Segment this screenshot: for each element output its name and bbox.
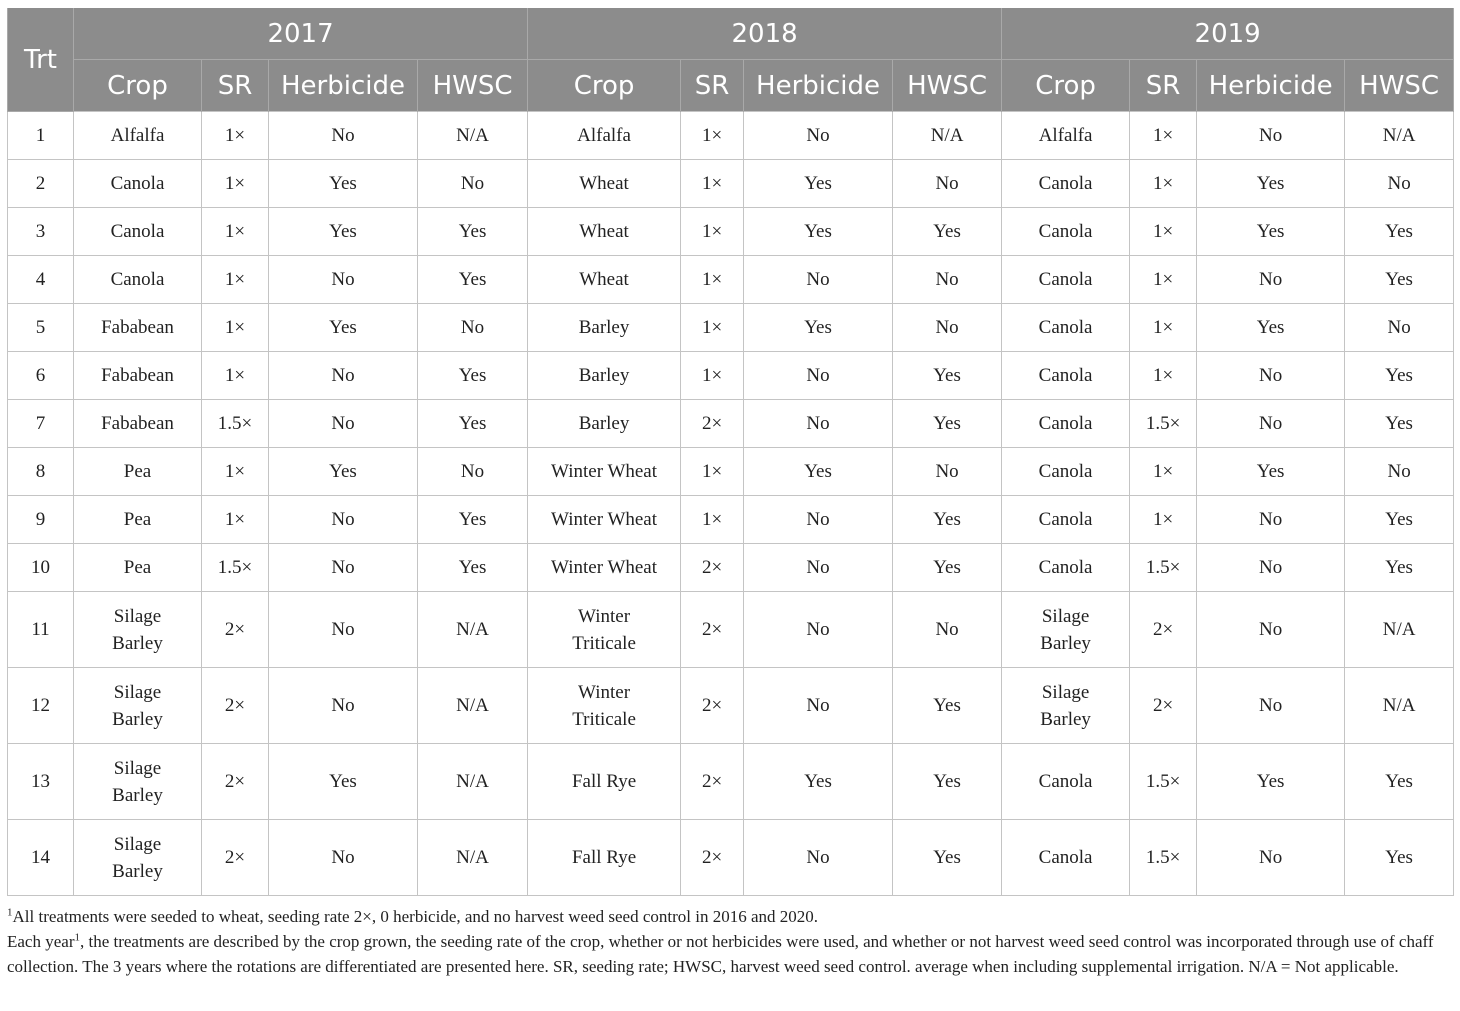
table-row bbox=[8, 352, 1454, 400]
trt-header: Trt bbox=[8, 8, 74, 112]
herbicide-cell: No bbox=[269, 256, 418, 304]
sr-cell: 1× bbox=[681, 208, 744, 256]
table-row bbox=[8, 820, 1454, 896]
crop-cell: Winter Triticale bbox=[528, 668, 681, 744]
col-header-hwsc-2017: HWSC bbox=[418, 60, 528, 112]
herbicide-cell: No bbox=[1197, 820, 1345, 896]
hwsc-cell: Yes bbox=[418, 544, 528, 592]
table-row bbox=[8, 448, 1454, 496]
herbicide-cell: No bbox=[269, 592, 418, 668]
hwsc-cell: Yes bbox=[1345, 400, 1454, 448]
table-container bbox=[7, 8, 1453, 896]
hwsc-cell: Yes bbox=[893, 208, 1002, 256]
crop-cell: Barley bbox=[528, 352, 681, 400]
sr-cell: 1× bbox=[1130, 496, 1197, 544]
herbicide-cell: Yes bbox=[744, 304, 893, 352]
sr-cell: 1× bbox=[202, 208, 269, 256]
crop-cell: Winter Wheat bbox=[528, 544, 681, 592]
year-header-2018: 2018 bbox=[528, 8, 1002, 60]
crop-cell: Canola bbox=[74, 256, 202, 304]
sr-cell: 1.5× bbox=[1130, 400, 1197, 448]
sr-cell: 1× bbox=[681, 448, 744, 496]
sr-cell: 1× bbox=[1130, 160, 1197, 208]
trt-cell: 11 bbox=[8, 592, 74, 668]
trt-cell: 6 bbox=[8, 352, 74, 400]
footnote-1 bbox=[7, 904, 1453, 929]
herbicide-cell: No bbox=[1197, 400, 1345, 448]
treatment-table bbox=[7, 8, 1454, 896]
sr-cell: 1× bbox=[1130, 256, 1197, 304]
hwsc-cell: Yes bbox=[1345, 208, 1454, 256]
crop-cell: Wheat bbox=[528, 160, 681, 208]
hwsc-cell: Yes bbox=[893, 400, 1002, 448]
herbicide-cell: No bbox=[744, 496, 893, 544]
hwsc-cell: No bbox=[418, 304, 528, 352]
hwsc-cell: Yes bbox=[893, 668, 1002, 744]
hwsc-cell: Yes bbox=[893, 496, 1002, 544]
trt-cell: 2 bbox=[8, 160, 74, 208]
herbicide-cell: No bbox=[1197, 544, 1345, 592]
hwsc-cell: Yes bbox=[1345, 544, 1454, 592]
herbicide-cell: Yes bbox=[1197, 208, 1345, 256]
herbicide-cell: No bbox=[1197, 112, 1345, 160]
sr-cell: 1× bbox=[681, 352, 744, 400]
herbicide-cell: No bbox=[744, 256, 893, 304]
herbicide-cell: No bbox=[269, 496, 418, 544]
crop-cell: Canola bbox=[1002, 400, 1130, 448]
trt-cell: 14 bbox=[8, 820, 74, 896]
col-header-crop-2017: Crop bbox=[74, 60, 202, 112]
caption-start: Each year bbox=[7, 932, 75, 951]
herbicide-cell: Yes bbox=[269, 160, 418, 208]
herbicide-cell: No bbox=[744, 592, 893, 668]
sr-cell: 1× bbox=[202, 304, 269, 352]
hwsc-cell: N/A bbox=[418, 744, 528, 820]
herbicide-cell: Yes bbox=[269, 208, 418, 256]
col-header-crop-2019: Crop bbox=[1002, 60, 1130, 112]
sr-cell: 2× bbox=[202, 592, 269, 668]
hwsc-cell: Yes bbox=[1345, 820, 1454, 896]
sr-cell: 1× bbox=[202, 496, 269, 544]
hwsc-cell: N/A bbox=[418, 112, 528, 160]
crop-cell: Silage Barley bbox=[74, 592, 202, 668]
sr-cell: 1× bbox=[1130, 352, 1197, 400]
sr-cell: 1× bbox=[1130, 448, 1197, 496]
sr-cell: 2× bbox=[202, 668, 269, 744]
herbicide-cell: Yes bbox=[744, 448, 893, 496]
crop-cell: Fababean bbox=[74, 304, 202, 352]
crop-cell: Winter Wheat bbox=[528, 448, 681, 496]
hwsc-cell: No bbox=[893, 160, 1002, 208]
col-header-sr-2017: SR bbox=[202, 60, 269, 112]
hwsc-cell: No bbox=[1345, 160, 1454, 208]
crop-cell: Silage Barley bbox=[1002, 668, 1130, 744]
col-header-hwsc-2019: HWSC bbox=[1345, 60, 1454, 112]
hwsc-cell: N/A bbox=[418, 592, 528, 668]
herbicide-cell: No bbox=[269, 668, 418, 744]
hwsc-cell: No bbox=[893, 448, 1002, 496]
herbicide-cell: No bbox=[744, 352, 893, 400]
herbicide-cell: No bbox=[269, 352, 418, 400]
table-footnotes bbox=[7, 904, 1453, 979]
crop-cell: Winter Wheat bbox=[528, 496, 681, 544]
sr-cell: 1× bbox=[681, 496, 744, 544]
herbicide-cell: No bbox=[269, 820, 418, 896]
sr-cell: 2× bbox=[681, 592, 744, 668]
hwsc-cell: No bbox=[1345, 448, 1454, 496]
crop-cell: Canola bbox=[74, 160, 202, 208]
hwsc-cell: Yes bbox=[893, 352, 1002, 400]
herbicide-cell: No bbox=[744, 400, 893, 448]
hwsc-cell: Yes bbox=[893, 544, 1002, 592]
herbicide-cell: Yes bbox=[269, 304, 418, 352]
sr-cell: 1.5× bbox=[1130, 744, 1197, 820]
crop-cell: Barley bbox=[528, 304, 681, 352]
hwsc-cell: N/A bbox=[1345, 592, 1454, 668]
crop-cell: Canola bbox=[1002, 744, 1130, 820]
table-row bbox=[8, 400, 1454, 448]
sr-cell: 1× bbox=[202, 160, 269, 208]
herbicide-cell: No bbox=[744, 544, 893, 592]
trt-cell: 10 bbox=[8, 544, 74, 592]
caption-rest: , the treatments are described by the crop grown, the seeding rate of the crop, whether or not herbicides were used, and whether or not harvest weed seed control was incorporated through use of chaff collection. The 3 years where the rotations are differentiated are presented here. SR, seeding rate; HWSC, harvest weed seed control. average when including supplemental irrigation. N/A = Not applicable. bbox=[7, 932, 1434, 976]
table-row bbox=[8, 544, 1454, 592]
herbicide-cell: No bbox=[744, 112, 893, 160]
trt-cell: 8 bbox=[8, 448, 74, 496]
crop-cell: Fall Rye bbox=[528, 820, 681, 896]
sr-cell: 1× bbox=[681, 304, 744, 352]
sr-cell: 1× bbox=[202, 256, 269, 304]
crop-cell: Canola bbox=[1002, 256, 1130, 304]
sr-cell: 2× bbox=[681, 544, 744, 592]
table-row bbox=[8, 304, 1454, 352]
hwsc-cell: Yes bbox=[1345, 744, 1454, 820]
herbicide-cell: No bbox=[1197, 668, 1345, 744]
herbicide-cell: Yes bbox=[1197, 744, 1345, 820]
hwsc-cell: Yes bbox=[418, 352, 528, 400]
herbicide-cell: No bbox=[269, 400, 418, 448]
crop-cell: Alfalfa bbox=[74, 112, 202, 160]
crop-cell: Alfalfa bbox=[1002, 112, 1130, 160]
table-row bbox=[8, 592, 1454, 668]
herbicide-cell: No bbox=[269, 112, 418, 160]
sr-cell: 2× bbox=[1130, 668, 1197, 744]
sr-cell: 1× bbox=[681, 112, 744, 160]
trt-cell: 1 bbox=[8, 112, 74, 160]
table-row bbox=[8, 744, 1454, 820]
crop-cell: Canola bbox=[1002, 820, 1130, 896]
sr-cell: 2× bbox=[202, 744, 269, 820]
hwsc-cell: No bbox=[418, 160, 528, 208]
crop-cell: Canola bbox=[74, 208, 202, 256]
crop-cell: Fall Rye bbox=[528, 744, 681, 820]
sr-cell: 2× bbox=[681, 820, 744, 896]
table-body bbox=[8, 112, 1454, 896]
sr-cell: 1× bbox=[681, 256, 744, 304]
sr-cell: 1× bbox=[1130, 112, 1197, 160]
caption-footnote-mark: 1 bbox=[74, 931, 80, 944]
hwsc-cell: Yes bbox=[418, 496, 528, 544]
crop-cell: Canola bbox=[1002, 496, 1130, 544]
hwsc-cell: Yes bbox=[418, 208, 528, 256]
crop-cell: Canola bbox=[1002, 448, 1130, 496]
sr-cell: 1× bbox=[202, 112, 269, 160]
sr-cell: 1× bbox=[1130, 208, 1197, 256]
col-header-herbicide-2017: Herbicide bbox=[269, 60, 418, 112]
table-caption bbox=[7, 929, 1453, 979]
hwsc-cell: No bbox=[893, 592, 1002, 668]
crop-cell: Silage Barley bbox=[74, 820, 202, 896]
hwsc-cell: No bbox=[893, 304, 1002, 352]
herbicide-cell: No bbox=[1197, 256, 1345, 304]
sr-cell: 2× bbox=[681, 744, 744, 820]
table-row bbox=[8, 208, 1454, 256]
table-header bbox=[8, 8, 1454, 112]
hwsc-cell: Yes bbox=[1345, 256, 1454, 304]
herbicide-cell: Yes bbox=[269, 744, 418, 820]
sr-cell: 2× bbox=[202, 820, 269, 896]
trt-cell: 4 bbox=[8, 256, 74, 304]
table-row bbox=[8, 496, 1454, 544]
sr-cell: 1.5× bbox=[202, 400, 269, 448]
crop-cell: Wheat bbox=[528, 208, 681, 256]
col-header-herbicide-2018: Herbicide bbox=[744, 60, 893, 112]
hwsc-cell: N/A bbox=[893, 112, 1002, 160]
herbicide-cell: No bbox=[269, 544, 418, 592]
herbicide-cell: Yes bbox=[744, 160, 893, 208]
trt-cell: 12 bbox=[8, 668, 74, 744]
hwsc-cell: N/A bbox=[1345, 668, 1454, 744]
crop-cell: Pea bbox=[74, 496, 202, 544]
trt-cell: 9 bbox=[8, 496, 74, 544]
hwsc-cell: No bbox=[1345, 304, 1454, 352]
sr-cell: 1.5× bbox=[202, 544, 269, 592]
hwsc-cell: Yes bbox=[418, 400, 528, 448]
crop-cell: Canola bbox=[1002, 208, 1130, 256]
sr-cell: 1.5× bbox=[1130, 820, 1197, 896]
sr-cell: 2× bbox=[1130, 592, 1197, 668]
sr-cell: 2× bbox=[681, 668, 744, 744]
hwsc-cell: Yes bbox=[893, 744, 1002, 820]
crop-cell: Silage Barley bbox=[74, 668, 202, 744]
sr-cell: 1× bbox=[1130, 304, 1197, 352]
crop-cell: Canola bbox=[1002, 352, 1130, 400]
trt-cell: 13 bbox=[8, 744, 74, 820]
sr-cell: 2× bbox=[681, 400, 744, 448]
table-row bbox=[8, 112, 1454, 160]
year-header-2017: 2017 bbox=[74, 8, 528, 60]
hwsc-cell: Yes bbox=[1345, 352, 1454, 400]
col-header-herbicide-2019: Herbicide bbox=[1197, 60, 1345, 112]
table-row bbox=[8, 668, 1454, 744]
crop-cell: Pea bbox=[74, 544, 202, 592]
herbicide-cell: No bbox=[1197, 352, 1345, 400]
crop-cell: Alfalfa bbox=[528, 112, 681, 160]
sr-cell: 1.5× bbox=[1130, 544, 1197, 592]
herbicide-cell: Yes bbox=[269, 448, 418, 496]
sr-cell: 1× bbox=[202, 352, 269, 400]
hwsc-cell: Yes bbox=[1345, 496, 1454, 544]
hwsc-cell: No bbox=[893, 256, 1002, 304]
herbicide-cell: No bbox=[744, 668, 893, 744]
year-header-2019: 2019 bbox=[1002, 8, 1454, 60]
col-header-sr-2018: SR bbox=[681, 60, 744, 112]
herbicide-cell: Yes bbox=[1197, 304, 1345, 352]
footnote-1-text: All treatments were seeded to wheat, seeding rate 2×, 0 herbicide, and no harvest weed seed control in 2016 and 2020. bbox=[12, 907, 818, 926]
crop-cell: Fababean bbox=[74, 352, 202, 400]
crop-cell: Wheat bbox=[528, 256, 681, 304]
sr-cell: 1× bbox=[202, 448, 269, 496]
crop-cell: Barley bbox=[528, 400, 681, 448]
herbicide-cell: No bbox=[744, 820, 893, 896]
crop-cell: Canola bbox=[1002, 304, 1130, 352]
herbicide-cell: No bbox=[1197, 592, 1345, 668]
table-row bbox=[8, 160, 1454, 208]
hwsc-cell: N/A bbox=[1345, 112, 1454, 160]
col-header-crop-2018: Crop bbox=[528, 60, 681, 112]
crop-cell: Silage Barley bbox=[74, 744, 202, 820]
crop-cell: Pea bbox=[74, 448, 202, 496]
herbicide-cell: No bbox=[1197, 496, 1345, 544]
herbicide-cell: Yes bbox=[744, 744, 893, 820]
table-row bbox=[8, 256, 1454, 304]
trt-cell: 3 bbox=[8, 208, 74, 256]
hwsc-cell: N/A bbox=[418, 820, 528, 896]
crop-cell: Winter Triticale bbox=[528, 592, 681, 668]
footnote-mark: 1 bbox=[7, 906, 13, 919]
sr-cell: 1× bbox=[681, 160, 744, 208]
hwsc-cell: No bbox=[418, 448, 528, 496]
hwsc-cell: N/A bbox=[418, 668, 528, 744]
crop-cell: Canola bbox=[1002, 160, 1130, 208]
sub-header-row bbox=[8, 60, 1454, 112]
crop-cell: Canola bbox=[1002, 544, 1130, 592]
hwsc-cell: Yes bbox=[893, 820, 1002, 896]
herbicide-cell: Yes bbox=[1197, 160, 1345, 208]
col-header-hwsc-2018: HWSC bbox=[893, 60, 1002, 112]
herbicide-cell: Yes bbox=[1197, 448, 1345, 496]
crop-cell: Silage Barley bbox=[1002, 592, 1130, 668]
trt-cell: 7 bbox=[8, 400, 74, 448]
herbicide-cell: Yes bbox=[744, 208, 893, 256]
crop-cell: Fababean bbox=[74, 400, 202, 448]
col-header-sr-2019: SR bbox=[1130, 60, 1197, 112]
hwsc-cell: Yes bbox=[418, 256, 528, 304]
trt-cell: 5 bbox=[8, 304, 74, 352]
